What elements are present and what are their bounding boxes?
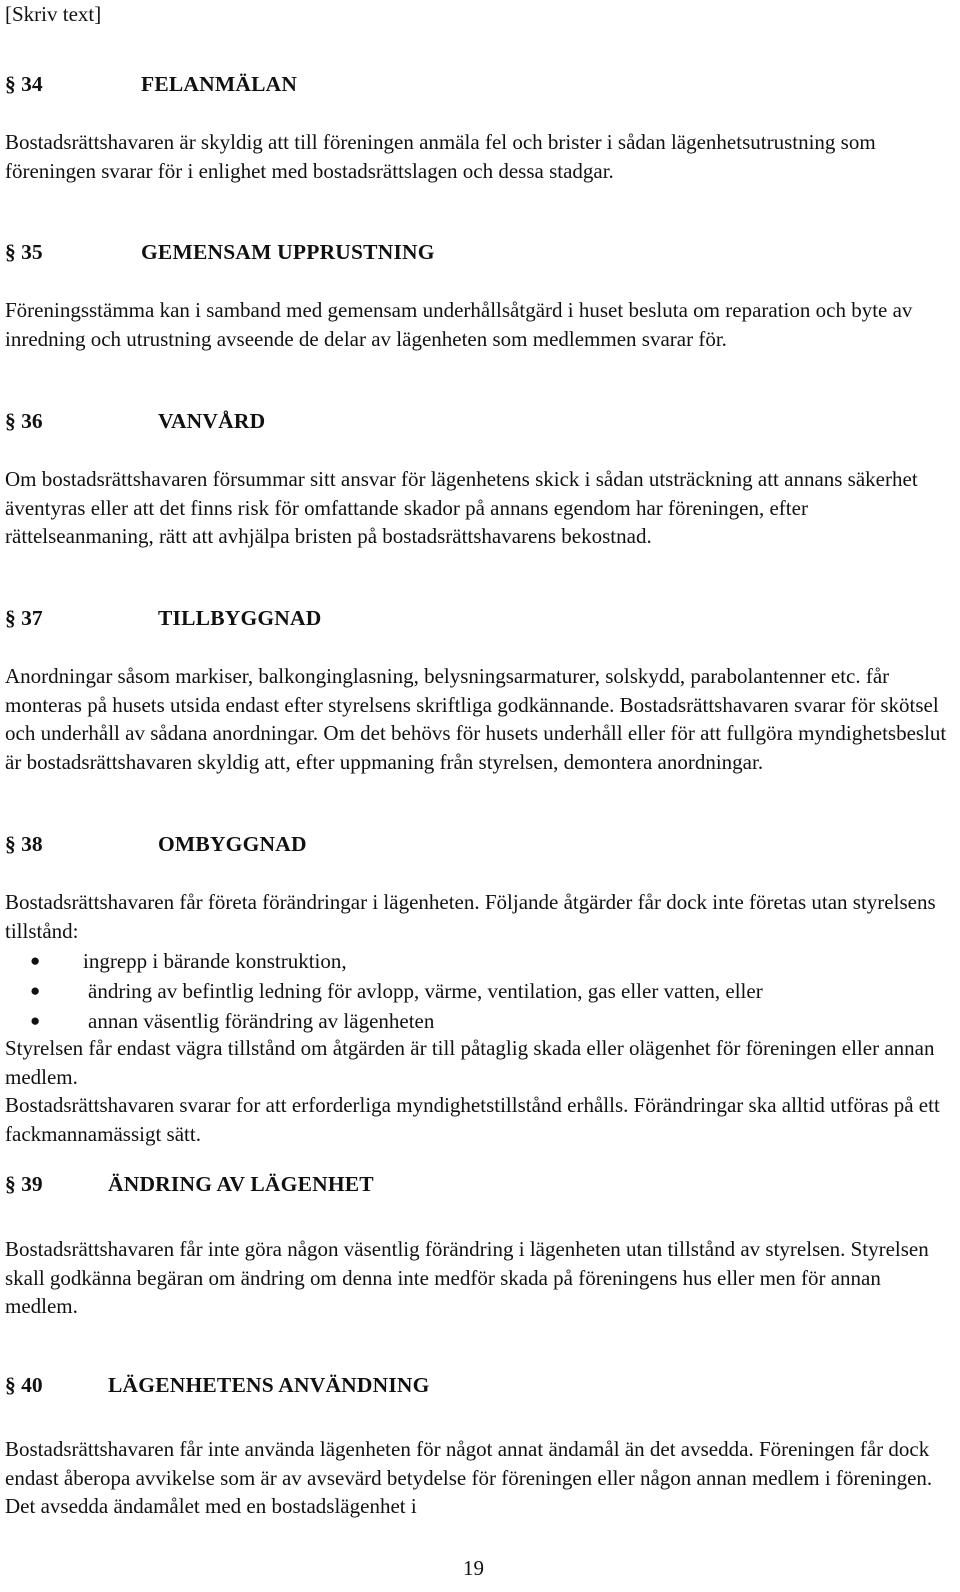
section-number: § 37 <box>5 606 43 630</box>
bullet-list <box>5 946 763 1036</box>
page-header: [Skriv text] <box>5 2 102 26</box>
section-title: LÄGENHETENS ANVÄNDNING <box>108 1373 430 1397</box>
section-number: § 35 <box>5 240 43 264</box>
section-title: ÄNDRING AV LÄGENHET <box>108 1172 374 1196</box>
section-title: OMBYGGNAD <box>158 832 307 856</box>
bullet-icon: ● <box>30 951 41 970</box>
section-number: § 34 <box>5 72 43 96</box>
bullet-icon: ● <box>30 1011 41 1030</box>
list-item: ● ingrepp i bärande konstruktion, <box>5 946 763 976</box>
section-text-36: Om bostadsrättshavaren försummar sitt ansvar för lägenhetens skick i sådan utsträckning att annans säkerhet äventyras eller att det finns risk för omfattande skador på annans egendom har föreningen, efter rättelseanmaning, rätt att avhjälpa bristen på bostadsrättshavarens bekostnad. <box>5 467 918 548</box>
section-title: TILLBYGGNAD <box>158 606 322 630</box>
section-text-38b: Bostadsrättshavaren svarar for att erforderliga myndighetstillstånd erhålls. Förändringar ska alltid utföras på ett fackmannamässigt sätt. <box>5 1093 940 1146</box>
bullet-icon: ● <box>30 981 41 1000</box>
section-intro-38: Bostadsrättshavaren får företa förändringar i lägenheten. Följande åtgärder får dock inte företas utan styrelsens tillstånd: <box>5 890 936 943</box>
section-number: § 40 <box>5 1373 43 1397</box>
section-text-39: Bostadsrättshavaren får inte göra någon väsentlig förändring i lägenheten utan tillstånd av styrelsen. Styrelsen skall godkänna begäran om ändring om denna inte medför skada på föreningens hus eller men för annan medlem. <box>5 1237 929 1318</box>
section-title: VANVÅRD <box>158 409 266 433</box>
section-number: § 39 <box>5 1172 43 1196</box>
list-item: ● ändring av befintlig ledning för avlopp, värme, ventilation, gas eller vatten, eller <box>5 976 763 1006</box>
section-text-40: Bostadsrättshavaren får inte använda lägenheten för något annat ändamål än det avsedda. Föreningen får dock endast åberopa avvikelse som är av avsevärd betydelse för föreningen eller någon annan medlem i föreningen. Det avsedda ändamålet med en bostadslägenhet i <box>5 1437 933 1518</box>
section-text-35: Föreningsstämma kan i samband med gemensam underhållsåtgärd i huset besluta om reparation och byte av inredning och utrustning avseende de delar av lägenheten som medlemmen svarar för. <box>5 298 913 351</box>
section-text-34: Bostadsrättshavaren är skyldig att till föreningen anmäla fel och brister i sådan lägenhetsutrustning som föreningen svarar för i enlighet med bostadsrättslagen och dessa stadgar. <box>5 130 876 183</box>
list-item: ● annan väsentlig förändring av lägenheten <box>5 1006 763 1036</box>
section-title: FELANMÄLAN <box>141 72 298 96</box>
section-title: GEMENSAM UPPRUSTNING <box>141 240 435 264</box>
page-number: 19 <box>463 1556 484 1580</box>
section-text-38a: Styrelsen får endast vägra tillstånd om åtgärden är till påtaglig skada eller olägenhet för föreningen eller annan medlem. <box>5 1036 935 1089</box>
section-text-37: Anordningar såsom markiser, balkonginglasning, belysningsarmaturer, solskydd, parabolantenner etc. får monteras på husets utsida endast efter styrelsens skriftliga godkännande. Bostadsrättshavaren svarar för skötsel och underhåll av sådana anordningar. Om det behövs för husets underhåll eller för att fullgöra myndighetsbeslut är bostadsrättshavaren skyldig att, efter uppmaning från styrelsen, demontera anordningar. <box>5 664 947 774</box>
section-number: § 38 <box>5 832 43 856</box>
section-number: § 36 <box>5 409 43 433</box>
